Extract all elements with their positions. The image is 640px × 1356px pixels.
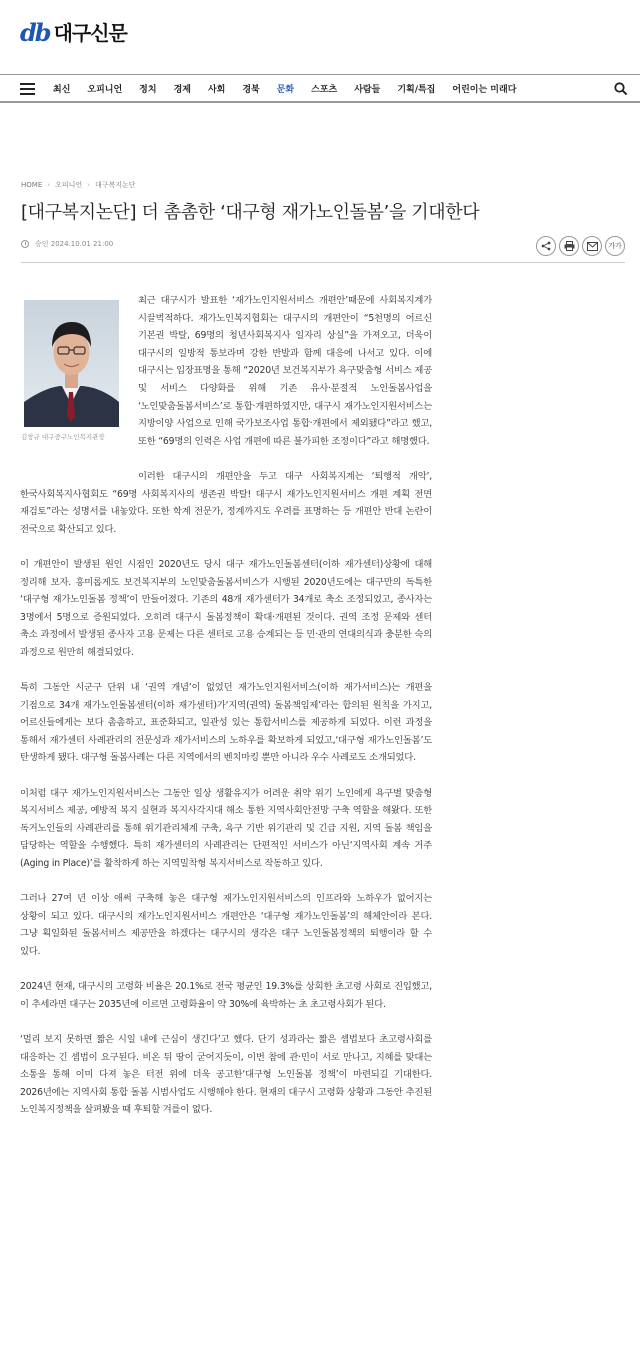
nav-item[interactable]: 경북 — [242, 85, 260, 95]
font-size-button[interactable] — [605, 236, 625, 256]
nav-item[interactable]: 문화 — [276, 85, 295, 95]
article-paragraph: 이처럼 대구 재가노인지원서비스는 그동안 일상 생활유지가 어려운 취약 위기 노인에게 욕구별 맞춤형 복지서비스 제공, 예방적 복지 실현과 복지사각지대 해소 통한 지역사회안전망 구축 역할을 해왔다. 또한 독거노인들의 사례관리를 통해 위기관리체계 구축, 욕구 기반 위기관리 및 긴급 지원, 지역 돌봄 책임을 담당하는 역할을 수행했다. 특히 재가센터의 사례관리는 단편적인 서비스가 아닌‘지역사회 계속 거주(Aging in Place)’를 활착하게 하는 지역밀착형 복지서비스로 작동하고 있다. — [20, 787, 432, 869]
nav-item[interactable]: 최신 — [53, 85, 71, 95]
article-tools — [536, 236, 625, 256]
nav-item[interactable]: 사회 — [207, 85, 226, 95]
article-paragraph: 최근 대구시가 발표한 ‘재가노인지원서비스 개편안’때문에 사회복지계가 시끌벅적하다. 재가노인복지협회는 대구시의 개편안이 “5천명의 어르신 기본권 박탈, 69명의 청년사회복지사 일자리 상실”을 가져오고, 더욱이 대구시의 일방적 통보라며 강한 반발과 함께 대응에 나서고 있다. 이에 대구시는 입장표명을 통해 “2020년 보건복지부가 욕구맞춤형 서비스 제공 및 서비스 다양화를 위해 기존 유사·분절적 노인돌봄사업을 ‘노인맞춤돌봄서비스’로 통합·개편하였지만, 대구시 재가노인지원서비스는 지방이양 사업으로 인해 국가보조사업 통합·개편에서 제외됐다”라고 했고, 또한 “69명의 인력은 사업 개편에 따른 불가피한 조정이다”라고 해명했다. — [138, 295, 432, 447]
logo-mark: db — [20, 18, 50, 47]
photo-caption: 김창규 대구중구노인복지관장 — [21, 433, 105, 441]
header-divider — [21, 262, 625, 263]
main-nav — [0, 74, 640, 103]
breadcrumb — [21, 180, 136, 190]
article-title: [대구복지논단] 더 촘촘한 ‘대구형 재가노인돌봄’을 기대한다 — [21, 202, 480, 223]
article-body — [20, 292, 432, 1137]
nav-item[interactable]: 사람들 — [354, 85, 381, 95]
article-paragraph: 특히 그동안 시군구 단위 내 ‘권역 개념’이 없었던 재가노인지원서비스(이하 재가서비스)는 개편을 기점으로 34개 재가노인돌봄센터(이하 재가센터)가‘지역(권역) 돌봄책임제’라는 합의된 원칙을 가지고, 어르신들에게는 보다 촘촘하고, 표준화되고, 일관성 있는 통합서비스를 제공하게 되었다. 이런 과정을 통해서 재가센터 사례관리의 전문성과 재가서비스의 노하우를 확보하게 되었고,‘대구형 재가노인돌봄’도 탄생하게 됐다. 대구형 돌봄사례는 다른 지역에서의 벤치마킹 뿐만 아니라 우수 사례로도 소개되었다. — [20, 682, 432, 764]
breadcrumb-separator: › — [87, 181, 90, 189]
breadcrumb-link[interactable]: 대구복지논단 — [94, 181, 136, 189]
article-paragraph: ‘멀리 보지 못하면 짧은 시일 내에 근심이 생긴다’고 했다. 단기 성과라는 짧은 셈법보다 초고령사회를 대응하는 긴 셈법이 요구된다. 비온 뒤 땅이 굳어지듯이, 이번 참에 관·민이 서로 만나고, 지혜를 맞대는 소통을 통해 이미 다져 놓은 터전 위에 더욱 공고한‘대구형 노인돌봄 정책’이 마련되길 기대한다. 2026년에는 지역사회 통합 돌봄 시범사업도 시행해야 한다. 현재의 대구시 고령화 상황과 그동안 추진된 노인복지정책을 살펴봤을 때 후퇴할 겨를이 없다. — [20, 1033, 432, 1116]
email-icon — [587, 242, 598, 251]
site-logo[interactable] — [20, 20, 127, 46]
share-button[interactable] — [536, 236, 556, 256]
search-icon[interactable] — [614, 82, 628, 96]
font-size-icon: 가가 — [608, 242, 622, 250]
logo-text: 대구신문 — [53, 21, 127, 45]
article-paragraph: 그러나 27여 년 이상 애써 구축해 놓은 대구형 재가노인지원서비스의 인프라와 노하우가 없어지는 상황이 되고 있다. 대구시의 재가노인지원서비스 개편안은 ‘대구형 재가노인돌봄’의 해체안이라 본다. 그냥 획일화된 돌봄서비스 제공만을 하겠다는 대구시의 생각은 대구 노인돌봄정책의 퇴행이라 할 수 있다. — [20, 893, 432, 957]
publish-date: 승인 2024.10.01 21:00 — [35, 240, 114, 248]
nav-item[interactable]: 정치 — [139, 85, 157, 95]
menu-icon[interactable] — [20, 83, 35, 95]
breadcrumb-link[interactable]: 오피니언 — [55, 181, 83, 189]
share-icon — [541, 241, 551, 251]
clock-icon — [21, 240, 29, 248]
breadcrumb-link[interactable]: HOME — [21, 181, 43, 189]
article-paragraph: 2024년 현재, 대구시의 고령화 비율은 20.1%로 전국 평균인 19.3%를 상회한 초고령 사회로 진입했고, 이 추세라면 대구는 2035년에 이르면 고령화율이 약 30%에 육박하는 초 초고령사회가 된다. — [20, 981, 432, 1010]
nav-list — [53, 75, 533, 102]
nav-item[interactable]: 오피니언 — [87, 85, 123, 95]
print-button[interactable] — [559, 236, 579, 256]
breadcrumb-separator: › — [47, 181, 51, 189]
nav-item[interactable]: 기획/특집 — [397, 85, 436, 95]
nav-item[interactable]: 스포츠 — [311, 85, 338, 95]
article-paragraph: 이 개편안이 발생된 원인 시점인 2020년도 당시 대구 재가노인돌봄센터(이하 재가센터)상황에 대해 정리해 보자. 흥미롭게도 보건복지부의 노인맞춤돌봄서비스가 시행된 2020년도에는 대구만의 독특한 ‘대구형 재가노인돌봄 정책’이 만들어졌다. 기존의 48개 재가센터가 34개로 축소 조정되었고, 종사자는 3명에서 5명으로 증원되었다. 오히려 대구시 돌봄정책이 확대·개편된 것이다. 권역 조정 문제와 센터 축소 과정에서 발생된 종사자 고용 문제는 다른 센터로 고용 승계되는 등 민·관의 연대의식과 충분한 숙의 과정으로 원만히 해결되었다. — [20, 558, 432, 658]
site-header — [0, 0, 640, 74]
email-button[interactable] — [582, 236, 602, 256]
print-icon — [564, 241, 575, 251]
article-paragraph: 이러한 대구시의 개편안을 두고 대구 사회복지계는 ‘퇴행적 개악’, 한국사회복지사협회도 “69명 사회복지사의 생존권 박탈! 대구시 재가노인지원서비스 개편 계획 전면 재검토”라는 성명서를 내놓았다. 또한 학계 전문가, 정계까지도 우려를 표명하는 등 개편안 반대 논란이 전국으로 확산되고 있다. — [20, 470, 432, 535]
article-meta — [21, 239, 113, 249]
nav-item[interactable]: 어린이는 미래다 — [452, 85, 517, 95]
nav-item[interactable]: 경제 — [173, 85, 191, 95]
